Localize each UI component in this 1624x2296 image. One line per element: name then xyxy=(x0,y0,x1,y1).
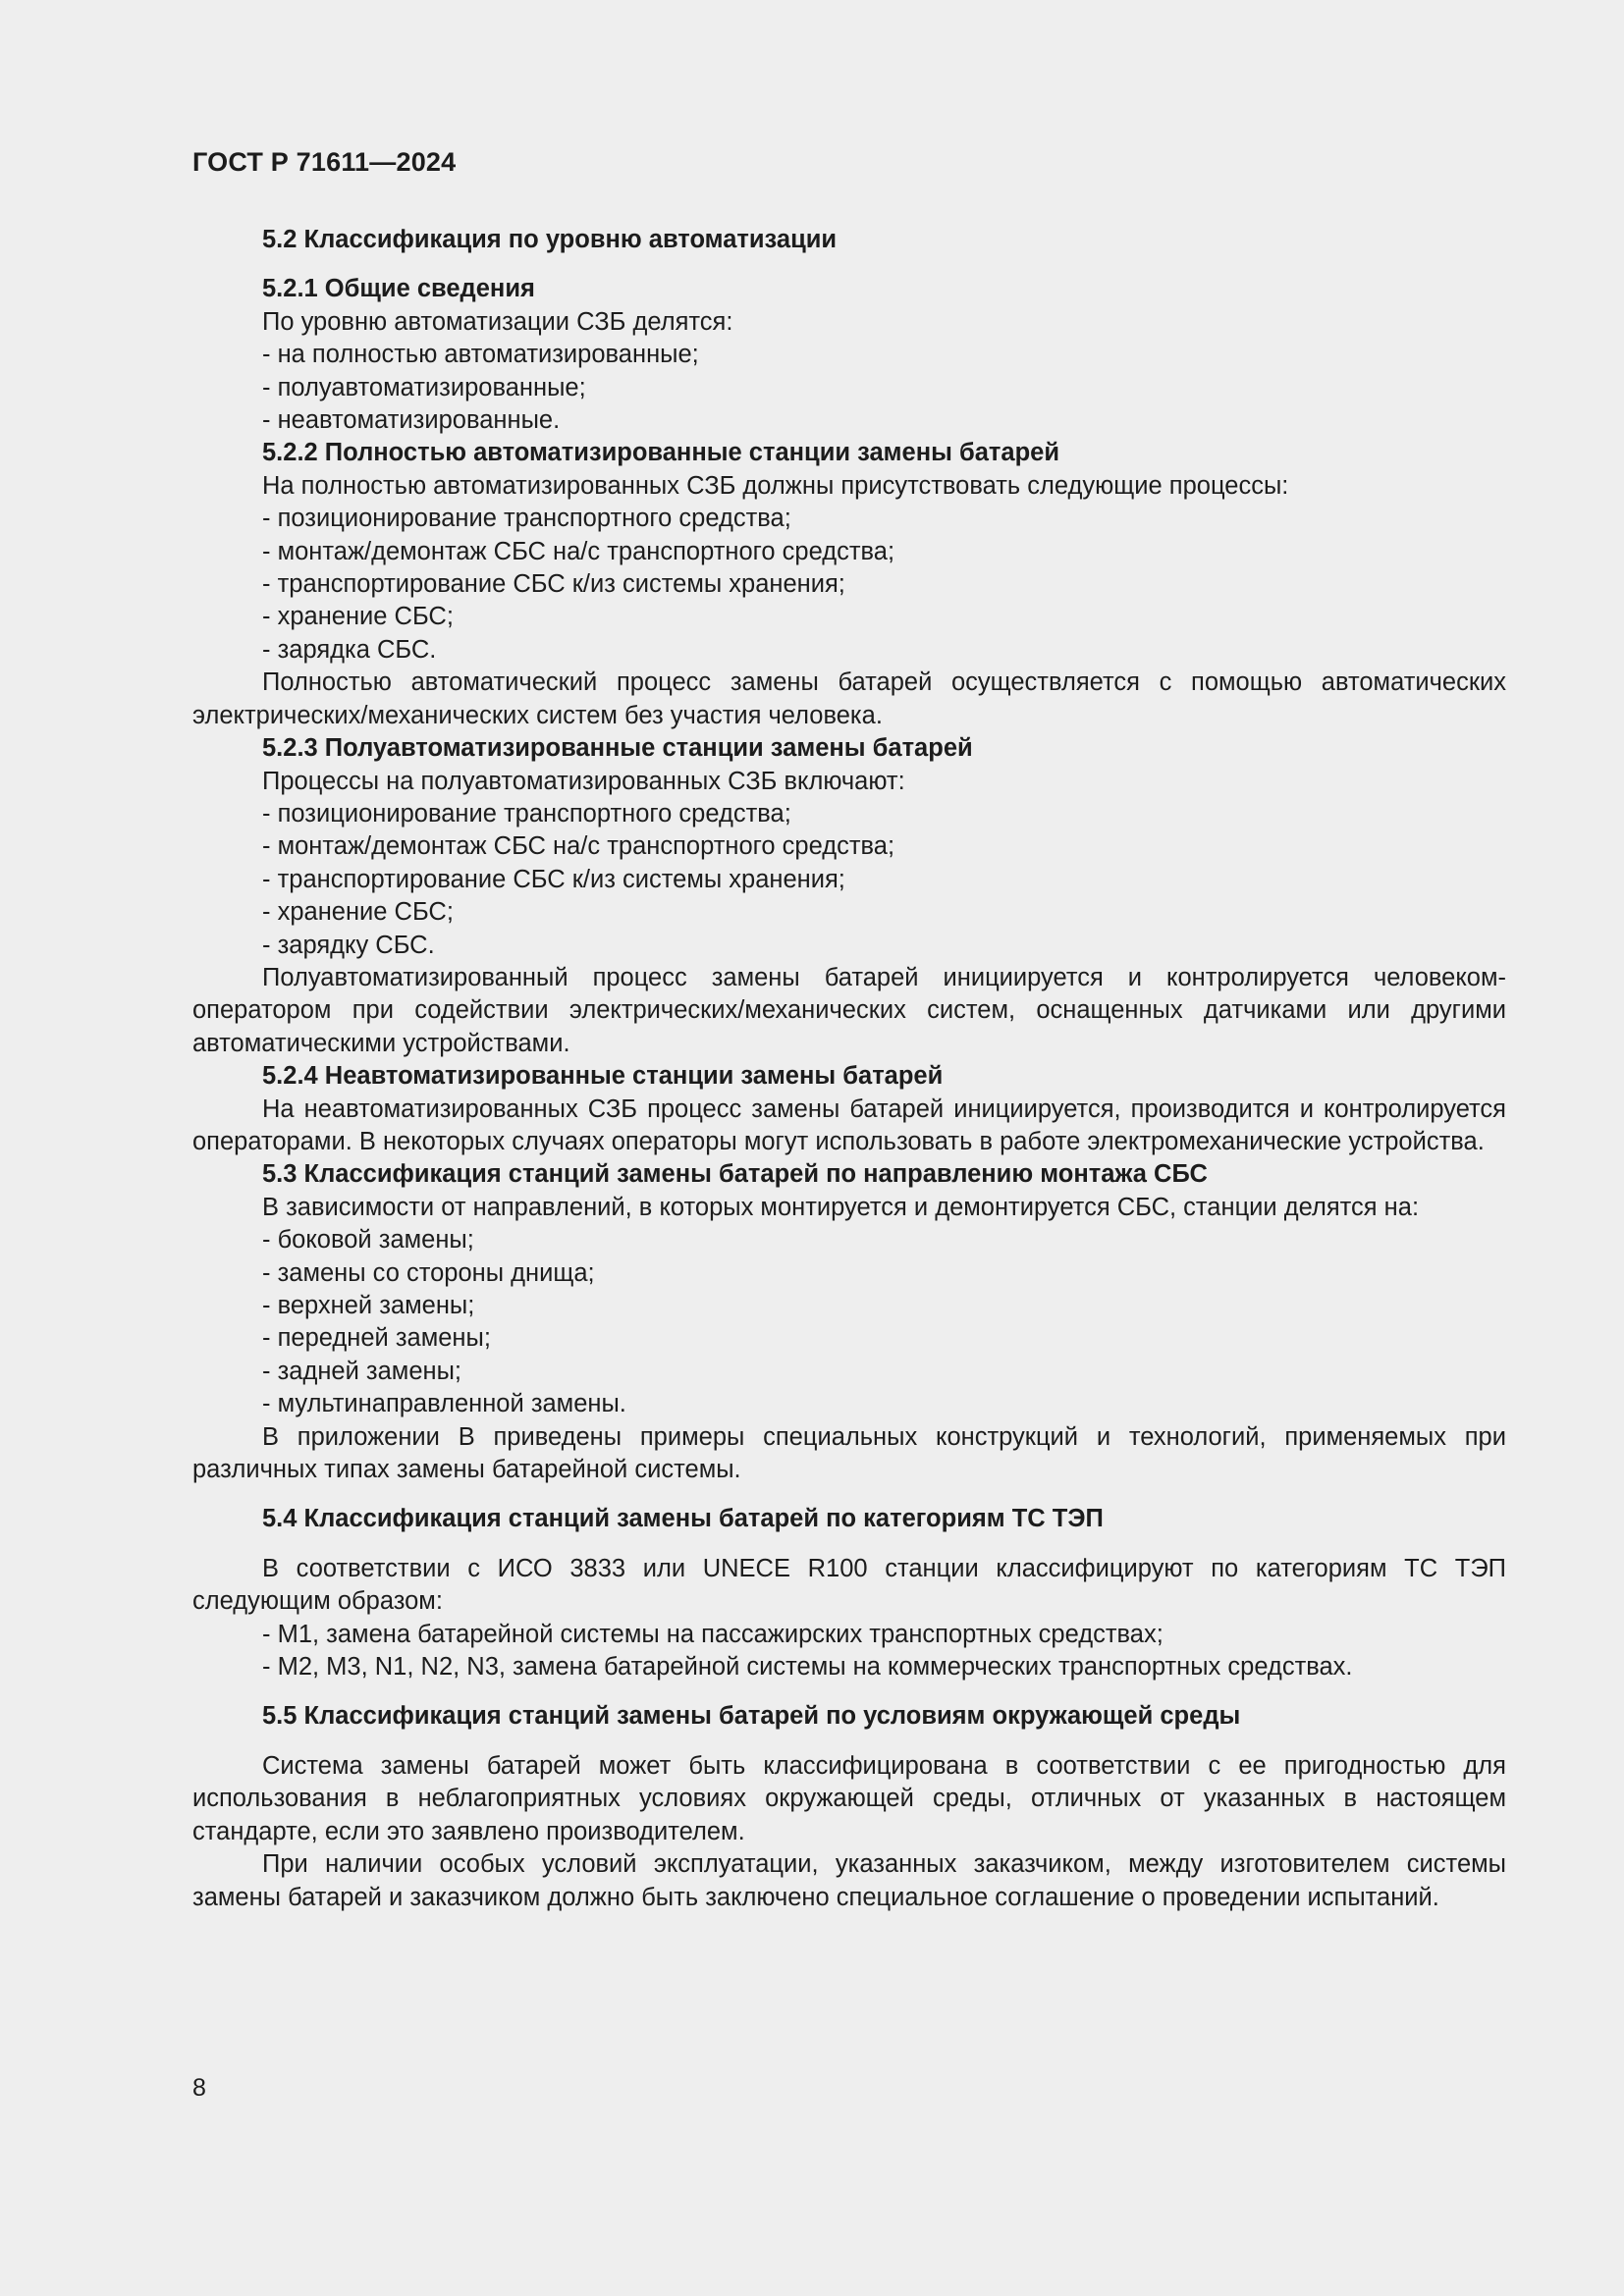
paragraph: В соответствии с ИСО 3833 или UNECE R100 станции классифицируют по категориям ТС ТЭП следующим образом: xyxy=(192,1554,1506,1616)
document-body xyxy=(192,224,1506,1914)
paragraph: На неавтоматизированных СЗБ процесс замены батарей инициируется, производится и контролируется операторами. В некоторых случаях операторы могут использовать в работе электромеханические устройства. xyxy=(192,1095,1506,1155)
list-item: - монтаж/демонтаж СБС на/с транспортного средства; xyxy=(262,537,895,565)
section-heading: 5.2.3 Полуавтоматизированные станции замены батарей xyxy=(262,734,973,763)
paragraph-intro: По уровню автоматизации СЗБ делятся: xyxy=(262,307,733,336)
list-item: - хранение СБС; xyxy=(262,898,454,927)
document-header: ГОСТ Р 71611—2024 xyxy=(192,147,457,177)
list-item: - хранение СБС; xyxy=(262,603,454,631)
list-item: - задней замены; xyxy=(262,1357,462,1385)
list-item: - верхней замены; xyxy=(262,1292,475,1319)
section-heading: 5.2.4 Неавтоматизированные станции замены батарей xyxy=(262,1062,944,1091)
list-item: - передней замены; xyxy=(262,1324,491,1353)
list-item: - зарядку СБС. xyxy=(262,931,435,959)
list-item: - зарядка СБС. xyxy=(262,635,437,664)
paragraph-intro: Процессы на полуавтоматизированных СЗБ включают: xyxy=(262,767,905,795)
paragraph: Система замены батарей может быть классифицирована в соответствии с ее пригодностью для использования в неблагоприятных условиях окружающей среды, отличных от указанных в настоящем стандарте, если это заявлено производителем. xyxy=(192,1751,1506,1845)
page-number: 8 xyxy=(192,2074,206,2102)
list-item: - M2, M3, N1, N2, N3, замена батарейной системы на коммерческих транспортных средствах. xyxy=(262,1653,1353,1682)
list-item: - мультинаправленной замены. xyxy=(262,1390,626,1418)
list-item: - неавтоматизированные. xyxy=(262,406,561,435)
section-heading: 5.5 Классификация станций замены батарей по условиям окружающей среды xyxy=(262,1702,1241,1731)
section-heading: 5.2.1 Общие сведения xyxy=(262,275,535,303)
list-item: - монтаж/демонтаж СБС на/с транспортного средства; xyxy=(262,832,895,861)
list-item: - позиционирование транспортного средства; xyxy=(262,799,791,828)
list-item: - M1, замена батарейной системы на пассажирских транспортных средствах; xyxy=(262,1620,1164,1648)
section-heading: 5.2 Классификация по уровню автоматизации xyxy=(262,226,838,253)
list-item: - боковой замены; xyxy=(262,1226,474,1255)
paragraph-intro: На полностью автоматизированных СЗБ должны присутствовать следующие процессы: xyxy=(262,471,1289,500)
paragraph: Полуавтоматизированный процесс замены батарей инициируется и контролируется человеком-оператором при содействии электрических/механических систем, оснащенных датчиками или другими автоматическими устройствами. xyxy=(192,963,1506,1057)
section-heading: 5.4 Классификация станций замены батарей по категориям ТС ТЭП xyxy=(262,1505,1104,1533)
list-item: - позиционирование транспортного средства; xyxy=(262,505,791,533)
paragraph-intro: В зависимости от направлений, в которых монтируется и демонтируется СБС, станции делятся на: xyxy=(262,1193,1420,1221)
list-item: - транспортирование СБС к/из системы хранения; xyxy=(262,570,845,599)
paragraph: Полностью автоматический процесс замены батарей осуществляется с помощью автоматических электрических/механических систем без участия человека. xyxy=(192,668,1506,729)
section-heading: 5.3 Классификация станций замены батарей по направлению монтажа СБС xyxy=(262,1160,1208,1189)
paragraph: В приложении В приведены примеры специальных конструкций и технологий, применяемых при различных типах замены батарейной системы. xyxy=(192,1422,1506,1484)
list-item: - транспортирование СБС к/из системы хранения; xyxy=(262,865,845,893)
list-item: - замены со стороны днища; xyxy=(262,1258,595,1287)
list-item: - полуавтоматизированные; xyxy=(262,373,586,401)
section-heading: 5.2.2 Полностью автоматизированные станции замены батарей xyxy=(262,439,1060,467)
paragraph: При наличии особых условий эксплуатации, указанных заказчиком, между изготовителем системы замены батарей и заказчиком должно быть заключено специальное соглашение о проведении испытаний. xyxy=(192,1850,1506,1911)
list-item: - на полностью автоматизированные; xyxy=(262,341,699,369)
